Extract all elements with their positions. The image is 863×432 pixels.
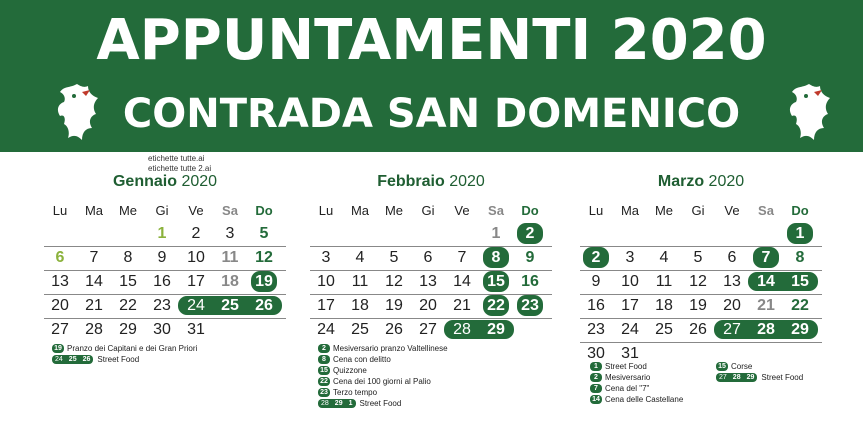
- week-row: [310, 319, 552, 342]
- legend-text: Cena delle Castellane: [605, 395, 684, 404]
- day-cell[interactable]: 29: [487, 321, 505, 338]
- day-cell[interactable]: 10: [317, 273, 335, 290]
- day-cell[interactable]: 20: [51, 297, 69, 314]
- day-cell[interactable]: 29: [119, 321, 137, 338]
- legend-text: Mesiversario pranzo Valtellinese: [333, 344, 448, 353]
- day-cell[interactable]: 19: [689, 297, 707, 314]
- weekday-label: Do: [521, 203, 539, 218]
- day-cell[interactable]: 14: [453, 273, 471, 290]
- day-cell[interactable]: 9: [157, 249, 167, 266]
- day-cell[interactable]: 5: [693, 249, 703, 266]
- day-cell[interactable]: 12: [689, 273, 707, 290]
- week-row: [310, 295, 552, 319]
- date-badge: 28: [321, 400, 329, 407]
- day-cell[interactable]: 14: [85, 273, 103, 290]
- day-cell[interactable]: 6: [727, 249, 737, 266]
- day-cell[interactable]: 23: [153, 297, 171, 314]
- date-badge: 28: [732, 374, 741, 381]
- day-cell[interactable]: 16: [587, 297, 605, 314]
- day-cell[interactable]: 11: [655, 273, 673, 290]
- day-cell[interactable]: 10: [187, 249, 205, 266]
- legend-item: [318, 354, 448, 365]
- date-badge: 2: [590, 373, 602, 382]
- day-cell[interactable]: 26: [385, 321, 403, 338]
- legend-item: [716, 372, 803, 383]
- day-cell[interactable]: 22: [791, 297, 809, 314]
- day-cell[interactable]: 2: [583, 247, 609, 268]
- day-cell[interactable]: 18: [655, 297, 673, 314]
- day-cell[interactable]: 24: [187, 297, 205, 314]
- page-title: APPUNTAMENTI 2020: [96, 8, 767, 73]
- date-badge: 29: [334, 400, 343, 407]
- day-cell[interactable]: 27: [51, 321, 69, 338]
- day-cell[interactable]: 1: [787, 223, 813, 244]
- legend-marzo-left: [590, 361, 683, 405]
- day-cell[interactable]: 20: [723, 297, 741, 314]
- weekday-label: Ma: [620, 203, 640, 218]
- weekday-label: Sa: [488, 203, 504, 218]
- day-cell[interactable]: 4: [659, 249, 669, 266]
- day-cell[interactable]: 9: [591, 273, 601, 290]
- day-cell[interactable]: 25: [221, 297, 239, 314]
- month-title: [310, 172, 552, 192]
- day-cell[interactable]: 30: [587, 345, 605, 362]
- day-cell[interactable]: 21: [453, 297, 471, 314]
- day-cell[interactable]: 27: [723, 321, 741, 338]
- date-badge: 1: [348, 400, 353, 407]
- day-cell[interactable]: 31: [187, 321, 205, 338]
- month-year: 2020: [181, 173, 218, 190]
- weekday-label: Sa: [758, 203, 774, 218]
- legend-text: Street Food: [605, 362, 647, 371]
- week-row: [44, 247, 286, 271]
- day-cell[interactable]: 7: [753, 247, 779, 268]
- day-cell[interactable]: 23: [517, 295, 543, 316]
- month-name: Marzo: [657, 173, 705, 190]
- day-cell[interactable]: 2: [191, 225, 201, 242]
- month-name: Febbraio: [377, 173, 445, 190]
- legend-text: Street Food: [359, 399, 402, 408]
- day-cell[interactable]: 8: [123, 249, 133, 266]
- day-cell[interactable]: 7: [89, 249, 99, 266]
- date-range-badge: [52, 355, 93, 364]
- legend-item: [318, 343, 448, 354]
- weekday-header: [44, 200, 286, 223]
- day-cell[interactable]: 13: [51, 273, 69, 290]
- weekday-label: Me: [384, 203, 404, 218]
- legend-marzo-right: [716, 361, 803, 383]
- day-cell[interactable]: 25: [655, 321, 673, 338]
- week-row: [580, 223, 822, 247]
- weekday-label: Sa: [222, 203, 238, 218]
- month-febbraio: [310, 172, 552, 342]
- date-badge: 26: [82, 356, 91, 363]
- day-cell[interactable]: 16: [153, 273, 171, 290]
- weekday-label: Ma: [84, 203, 104, 218]
- day-cell[interactable]: 5: [259, 225, 269, 242]
- day-cell[interactable]: 13: [419, 273, 437, 290]
- legend-item: [590, 361, 683, 372]
- month-gennaio: [44, 172, 286, 342]
- legend-text: Corse: [731, 362, 753, 371]
- calendar-grid: [44, 200, 286, 342]
- day-cell[interactable]: 6: [55, 249, 65, 266]
- legend-text: Street Food: [761, 373, 804, 382]
- day-cell[interactable]: 11: [351, 273, 369, 290]
- day-cell[interactable]: 26: [255, 297, 273, 314]
- week-row: [580, 319, 822, 343]
- week-row: [310, 271, 552, 295]
- weekday-header: [310, 200, 552, 223]
- day-cell[interactable]: 15: [791, 273, 809, 290]
- week-row: [44, 271, 286, 295]
- weekday-label: Ve: [454, 203, 470, 218]
- day-cell[interactable]: 8: [483, 247, 509, 268]
- day-cell[interactable]: 7: [457, 249, 467, 266]
- day-cell[interactable]: 2: [517, 223, 543, 244]
- legend-item: [590, 394, 683, 405]
- day-cell[interactable]: 4: [355, 249, 365, 266]
- week-row: [310, 223, 552, 247]
- day-cell[interactable]: 14: [757, 273, 775, 290]
- legend-item: [52, 354, 197, 365]
- day-cell[interactable]: 9: [525, 249, 535, 266]
- day-cell[interactable]: 28: [85, 321, 103, 338]
- weekday-label: Me: [118, 203, 138, 218]
- day-cell[interactable]: 25: [351, 321, 369, 338]
- weekday-label: Gi: [155, 203, 169, 218]
- date-badge: 22: [318, 377, 330, 386]
- day-cell[interactable]: 15: [119, 273, 137, 290]
- day-cell[interactable]: 17: [621, 297, 639, 314]
- day-cell[interactable]: 20: [419, 297, 437, 314]
- weekday-label: Do: [791, 203, 809, 218]
- date-badge: 7: [590, 384, 602, 393]
- legend-febbraio: [318, 343, 448, 409]
- calendar-grid: [310, 200, 552, 342]
- date-badge: 14: [590, 395, 602, 404]
- month-year: 2020: [449, 173, 485, 190]
- calendar-grid: [580, 200, 822, 366]
- date-range-badge: [716, 373, 757, 382]
- month-marzo: [580, 172, 822, 366]
- day-cell[interactable]: 19: [251, 271, 277, 292]
- legend-text: Cena dei 100 giorni al Palio: [333, 377, 431, 386]
- day-cell[interactable]: 29: [791, 321, 809, 338]
- day-cell[interactable]: 18: [351, 297, 369, 314]
- day-cell[interactable]: 21: [757, 297, 775, 314]
- weekday-label: Ve: [188, 203, 204, 218]
- day-cell[interactable]: 1: [157, 225, 167, 242]
- day-cell[interactable]: 16: [521, 273, 539, 290]
- note-label: etichette tutte.ai: [148, 154, 205, 163]
- month-title: [44, 172, 286, 192]
- day-cell[interactable]: 17: [187, 273, 205, 290]
- weekday-label: Ma: [350, 203, 370, 218]
- date-badge: 15: [318, 366, 330, 375]
- day-cell[interactable]: 24: [621, 321, 639, 338]
- week-row: [580, 247, 822, 271]
- weekday-label: Me: [654, 203, 674, 218]
- month-title: [580, 172, 822, 192]
- day-cell[interactable]: 28: [757, 321, 775, 338]
- day-cell[interactable]: 27: [419, 321, 437, 338]
- day-cell[interactable]: 5: [389, 249, 399, 266]
- day-cell[interactable]: 24: [317, 321, 335, 338]
- legend-text: Cena con delitto: [333, 355, 391, 364]
- day-cell[interactable]: 6: [423, 249, 433, 266]
- day-cell[interactable]: 30: [153, 321, 171, 338]
- legend-item: [716, 361, 803, 372]
- legend-text: Quizzone: [333, 366, 367, 375]
- date-badge: 15: [716, 362, 728, 371]
- weekday-label: Lu: [318, 203, 334, 218]
- day-cell[interactable]: 12: [385, 273, 403, 290]
- legend-text: Mesiversario: [605, 373, 651, 382]
- header-banner: [0, 0, 863, 152]
- date-badge: 24: [55, 356, 63, 363]
- week-row: [44, 295, 286, 319]
- day-cell[interactable]: 22: [119, 297, 137, 314]
- date-range-badge: [318, 399, 356, 408]
- legend-item: [318, 376, 448, 387]
- day-cell[interactable]: 3: [625, 249, 635, 266]
- day-cell[interactable]: 1: [491, 225, 501, 242]
- day-cell[interactable]: 26: [689, 321, 707, 338]
- weekday-label: Lu: [52, 203, 68, 218]
- week-row: [44, 319, 286, 342]
- date-badge: 8: [318, 355, 330, 364]
- legend-item: [590, 383, 683, 394]
- day-cell[interactable]: 12: [255, 249, 273, 266]
- legend-item: [318, 365, 448, 376]
- day-cell[interactable]: 28: [453, 321, 471, 338]
- date-badge: 2: [318, 344, 330, 353]
- day-cell[interactable]: 10: [621, 273, 639, 290]
- weekday-label: Lu: [588, 203, 604, 218]
- week-row: [580, 295, 822, 319]
- weekday-label: Do: [255, 203, 273, 218]
- day-cell[interactable]: 3: [225, 225, 235, 242]
- date-badge: 29: [746, 374, 755, 381]
- note-label: etichette tutte 2.ai: [148, 164, 212, 173]
- date-badge: 23: [318, 388, 330, 397]
- legend-text: Terzo tempo: [333, 388, 378, 397]
- day-cell[interactable]: 17: [317, 297, 335, 314]
- date-badge: 25: [68, 356, 77, 363]
- date-badge: 19: [52, 344, 64, 353]
- day-cell[interactable]: 22: [483, 295, 509, 316]
- month-name: Gennaio: [112, 173, 177, 190]
- month-year: 2020: [708, 173, 745, 190]
- week-row: [310, 247, 552, 271]
- date-badge: 1: [590, 362, 602, 371]
- legend-item: [318, 387, 448, 398]
- day-cell[interactable]: 8: [795, 249, 805, 266]
- week-row: [44, 223, 286, 247]
- day-cell[interactable]: 31: [621, 345, 639, 362]
- day-cell[interactable]: 23: [587, 321, 605, 338]
- page-subtitle: CONTRADA SAN DOMENICO: [122, 91, 741, 137]
- day-cell[interactable]: 21: [85, 297, 103, 314]
- weekday-header: [580, 200, 822, 223]
- week-row: [580, 271, 822, 295]
- legend-item: [590, 372, 683, 383]
- legend-gennaio: [52, 343, 197, 365]
- day-cell[interactable]: 3: [321, 249, 331, 266]
- day-cell[interactable]: 18: [221, 273, 239, 290]
- legend-text: Pranzo dei Capitani e dei Gran Priori: [67, 344, 198, 353]
- day-cell[interactable]: 13: [723, 273, 741, 290]
- legend-item: [52, 343, 197, 354]
- legend-text: Street Food: [97, 355, 140, 364]
- day-cell[interactable]: 19: [385, 297, 403, 314]
- day-cell[interactable]: 11: [221, 249, 239, 266]
- legend-item: [318, 398, 448, 409]
- date-badge: 27: [719, 374, 727, 381]
- day-cell[interactable]: 15: [483, 271, 509, 292]
- legend-text: Cena del "7": [605, 384, 650, 393]
- weekday-label: Ve: [724, 203, 740, 218]
- weekday-label: Gi: [421, 203, 435, 218]
- weekday-label: Gi: [691, 203, 705, 218]
